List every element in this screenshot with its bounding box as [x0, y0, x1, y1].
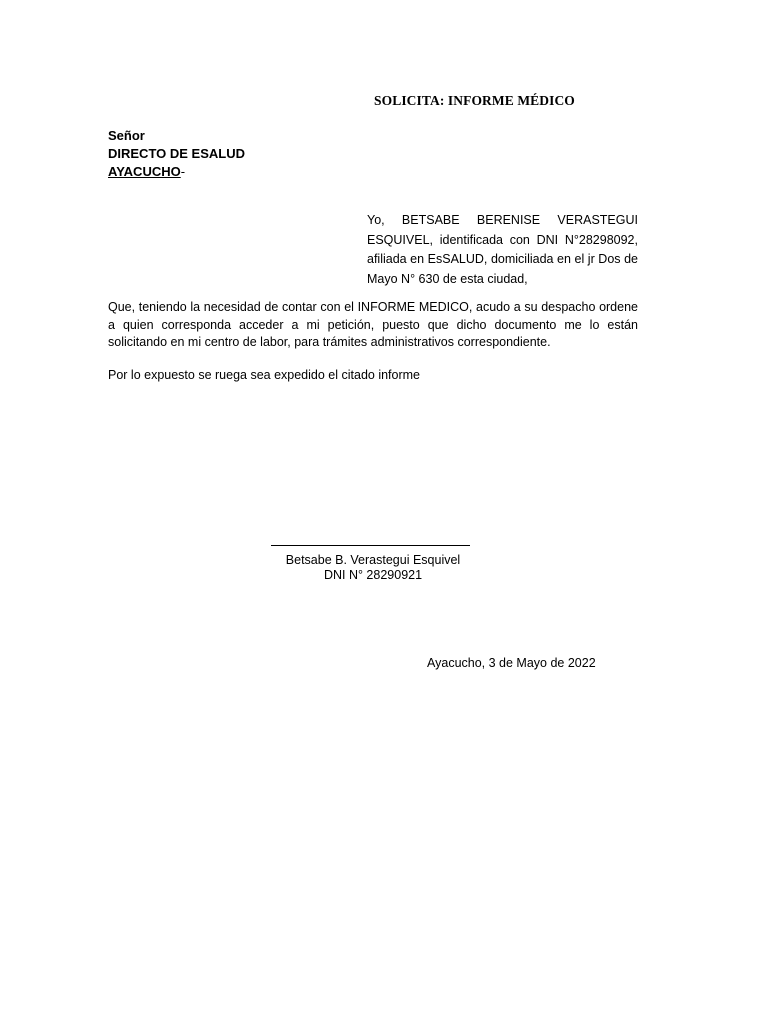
signature-id: DNI N° 28290921 — [323, 568, 423, 582]
document-subject: SOLICITA: INFORME MÉDICO — [374, 93, 575, 108]
intro-paragraph: Yo, BETSABE BERENISE VERASTEGUI ESQUIVEL, identificada con DNI N°28298092, afiliada en EsSALUD, domiciliada en el jr Dos de Mayo N° 630 de esta ciudad, — [367, 213, 638, 286]
recipient-block — [108, 127, 245, 181]
recipient-city: AYACUCHO — [108, 164, 181, 179]
signature-block — [266, 553, 480, 583]
recipient-city-line — [108, 163, 245, 181]
recipient-title: DIRECTO DE ESALUD — [108, 146, 245, 161]
recipient-city-suffix: - — [180, 164, 186, 179]
date-line: Ayacucho, 3 de Mayo de 2022 — [427, 656, 596, 670]
signature-line — [271, 545, 470, 546]
body-paragraph: Que, teniendo la necesidad de contar con el INFORME MEDICO, acudo a su despacho ordene a quien corresponda acceder a mi petición, puesto que dicho documento me lo están solicitando en mi centro de labor, para trámites administrativos correspondiente. — [108, 300, 638, 349]
recipient-salutation: Señor — [108, 128, 145, 143]
signature-name: Betsabe B. Verastegui Esquivel — [285, 553, 461, 567]
closing-line: Por lo expuesto se ruega sea expedido el citado informe — [108, 368, 420, 382]
